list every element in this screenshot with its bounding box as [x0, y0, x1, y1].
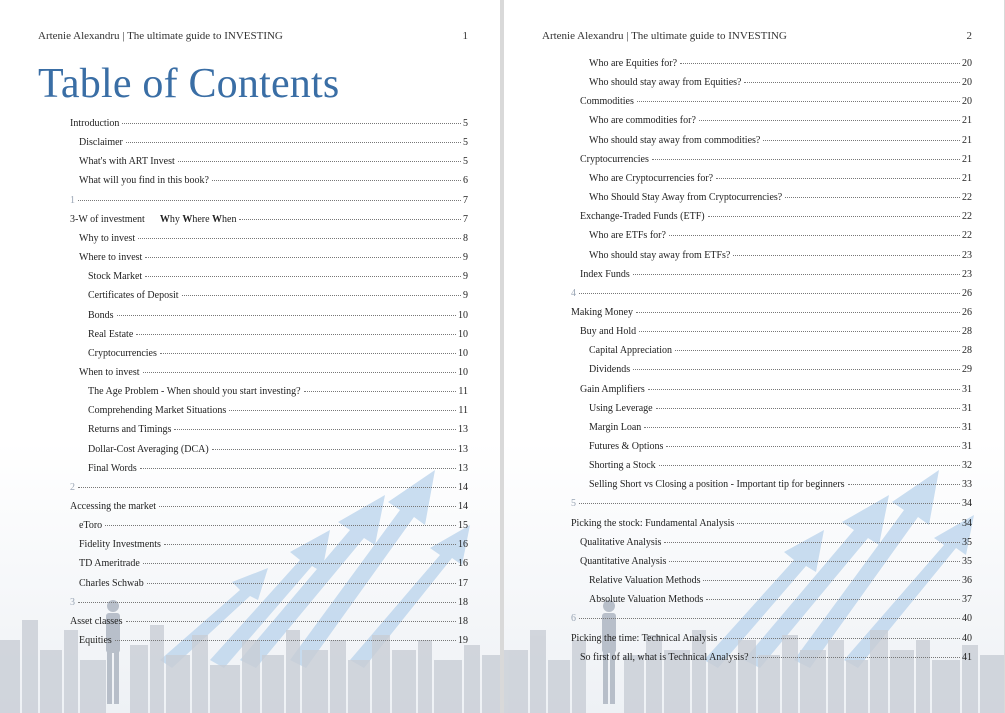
toc-entry-title: Charles Schwab — [79, 577, 144, 589]
toc-dot-leader — [706, 599, 960, 600]
toc-entry-page-number: 29 — [962, 364, 972, 376]
toc-entry-page-number: 23 — [962, 268, 972, 280]
header-page-number: 1 — [462, 30, 468, 42]
toc-entry[interactable] — [571, 613, 972, 625]
toc-entry[interactable] — [70, 195, 468, 207]
toc-entry[interactable] — [88, 444, 468, 456]
toc-entry-title: Disclaimer — [79, 137, 123, 149]
toc-dot-leader — [140, 468, 456, 469]
toc-entry-page-number: 22 — [962, 192, 972, 204]
header-page-number: 2 — [966, 30, 972, 42]
toc-entry-page-number: 6 — [463, 175, 468, 187]
toc-entry-page-number: 40 — [962, 613, 972, 625]
toc-dot-leader — [675, 350, 960, 351]
toc-entry[interactable] — [70, 616, 468, 628]
toc-entry[interactable] — [88, 463, 468, 475]
toc-entry-title: Comprehending Market Situations — [88, 405, 227, 417]
toc-entry[interactable] — [79, 252, 468, 264]
toc-dot-leader — [763, 140, 960, 141]
toc-entry-page-number: 15 — [458, 520, 468, 532]
toc-dot-leader — [212, 180, 461, 181]
toc-dot-leader — [669, 561, 960, 562]
toc-entry[interactable] — [589, 115, 972, 127]
toc-entry-page-number: 5 — [463, 118, 468, 129]
toc-entry-page-number: 26 — [962, 287, 972, 299]
toc-entry[interactable] — [88, 310, 468, 322]
toc-dot-leader — [633, 369, 960, 370]
toc-entry-page-number: 35 — [962, 555, 972, 567]
toc-entry[interactable] — [589, 364, 972, 376]
toc-entry-title: 3 — [70, 596, 75, 608]
toc-entry-title: Why to invest — [79, 232, 136, 244]
toc-dot-leader — [212, 449, 456, 450]
toc-entry-page-number: 33 — [962, 479, 972, 491]
toc-entry[interactable] — [79, 137, 468, 149]
toc-entry-title: Cryptocurrencies — [88, 347, 157, 359]
document-page-2 — [504, 0, 1004, 713]
toc-entry-title: TD Ameritrade — [79, 558, 140, 570]
toc-entry-title: Futures & Options — [589, 441, 664, 452]
toc-entry[interactable] — [79, 578, 468, 590]
toc-entry[interactable] — [79, 520, 468, 532]
toc-entry-title: Where to invest — [79, 252, 143, 264]
toc-entry-page-number: 31 — [962, 402, 972, 414]
toc-dot-leader — [78, 487, 456, 488]
toc-entry-page-number: 13 — [458, 443, 468, 455]
toc-entry-page-number: 37 — [962, 594, 972, 606]
toc-entry[interactable] — [589, 192, 972, 204]
toc-dot-leader — [147, 583, 456, 584]
toc-entry-page-number: 21 — [962, 115, 972, 127]
toc-entry-title: Who are commodities for? — [589, 115, 696, 127]
toc-dot-leader — [708, 216, 960, 217]
toc-dot-leader — [737, 523, 960, 524]
toc-entry-page-number: 5 — [463, 137, 468, 149]
toc-entry-page-number: 26 — [962, 306, 972, 318]
toc-dot-leader — [126, 142, 461, 143]
toc-dot-leader — [703, 580, 960, 581]
toc-entry-title: 1 — [70, 194, 75, 206]
toc-entry[interactable] — [580, 211, 972, 223]
toc-dot-leader — [733, 255, 960, 256]
toc-entry-page-number: 10 — [458, 328, 468, 340]
toc-entry[interactable] — [580, 96, 972, 108]
toc-dot-leader — [160, 353, 456, 354]
toc-entry-title: Stock Market — [88, 271, 143, 283]
toc-entry-title: Who are ETFs for? — [589, 230, 666, 242]
toc-dot-leader — [744, 82, 960, 83]
toc-entry-page-number: 10 — [458, 347, 468, 359]
toc-entry[interactable] — [88, 329, 468, 341]
toc-entry[interactable] — [589, 250, 972, 262]
toc-entry[interactable] — [79, 367, 468, 379]
header-author: Artenie Alexandru — [38, 30, 120, 42]
toc-entry-title: Fidelity Investments — [79, 539, 161, 551]
toc-entry[interactable] — [79, 156, 468, 168]
toc-entry-title: Capital Appreciation — [589, 345, 673, 357]
toc-dot-leader — [644, 427, 960, 428]
toc-entry-title: Who Should Stay Away from Cryptocurrencies? — [589, 192, 783, 204]
toc-entry-title: 2 — [70, 481, 75, 493]
toc-entry-page-number: 9 — [463, 271, 468, 283]
toc-entry[interactable] — [589, 422, 972, 434]
toc-dot-leader — [304, 391, 457, 392]
toc-entry[interactable] — [70, 118, 468, 130]
toc-dot-leader — [652, 159, 960, 160]
toc-entry[interactable] — [571, 498, 972, 510]
toc-entry-title: Cryptocurrencies — [580, 153, 649, 165]
toc-dot-leader — [669, 235, 960, 236]
toc-dot-leader — [639, 331, 960, 332]
toc-entry[interactable] — [79, 539, 468, 551]
toc-dot-leader — [182, 295, 461, 296]
toc-entry-page-number: 34 — [962, 517, 972, 529]
toc-entry-title: Equities — [79, 635, 112, 647]
toc-entry[interactable] — [88, 405, 468, 417]
toc-entry-title: Buy and Hold — [580, 326, 637, 338]
toc-entry-title: Who are Equities for? — [589, 58, 678, 69]
toc-entry-page-number: 13 — [458, 462, 468, 474]
toc-dot-leader — [636, 312, 960, 313]
document-page-1 — [0, 0, 500, 713]
toc-dot-leader — [145, 257, 461, 258]
toc-entry[interactable] — [88, 386, 468, 398]
toc-dot-leader — [138, 238, 461, 239]
page-header — [542, 30, 972, 42]
toc-entry-page-number: 18 — [458, 596, 468, 608]
toc-entry-title: Introduction — [70, 118, 120, 129]
toc-dot-leader — [164, 544, 456, 545]
toc-entry-title: Shorting a Stock — [589, 460, 656, 472]
toc-entry-page-number: 31 — [962, 421, 972, 433]
toc-entry-title: When to invest — [79, 366, 140, 378]
toc-entry-page-number: 17 — [458, 577, 468, 589]
toc-dot-leader — [659, 465, 960, 466]
toc-entry-title: 3-W of investment — [70, 213, 145, 225]
toc-entry-page-number: 8 — [463, 232, 468, 244]
toc-entry-title: Asset classes — [70, 615, 123, 627]
toc-entry[interactable] — [88, 290, 468, 302]
page-header — [38, 30, 468, 42]
header-separator: | — [626, 30, 629, 42]
header-author: Artenie Alexandru — [542, 30, 624, 42]
toc-dot-leader — [178, 161, 461, 162]
toc-entry-title: Selling Short vs Closing a position - Important tip for beginners — [589, 479, 845, 491]
toc-dot-leader — [699, 120, 960, 121]
toc-entry-title: Quantitative Analysis — [580, 555, 667, 567]
toc-entry-title: Exchange-Traded Funds (ETF) — [580, 211, 705, 223]
toc-entry-title: Returns and Timings — [88, 424, 172, 436]
toc-entry-title: Real Estate — [88, 328, 134, 340]
toc-entry-page-number: 5 — [463, 156, 468, 168]
toc-entry-page-number: 11 — [458, 405, 468, 417]
toc-entry-page-number: 21 — [962, 134, 972, 146]
toc-entry-page-number: 7 — [463, 194, 468, 206]
toc-entry[interactable] — [571, 518, 972, 530]
toc-entry-page-number: 16 — [458, 558, 468, 570]
toc-entry-title: 6 — [571, 613, 576, 625]
toc-dot-leader — [656, 408, 960, 409]
toc-entry-page-number: 21 — [962, 172, 972, 184]
toc-dot-leader — [229, 410, 456, 411]
toc-entry-title: Certificates of Deposit — [88, 290, 179, 302]
toc-dot-leader — [637, 101, 960, 102]
toc-entry[interactable] — [589, 345, 972, 357]
toc-dot-leader — [579, 618, 960, 619]
toc-entry-page-number: 31 — [962, 383, 972, 395]
toc-dot-leader — [78, 200, 461, 201]
toc-entry[interactable] — [70, 597, 468, 609]
toc-dot-leader — [136, 334, 456, 335]
toc-entry-title: Commodities — [580, 96, 634, 108]
toc-entry-page-number: 14 — [458, 501, 468, 512]
toc-entry[interactable] — [571, 307, 972, 319]
toc-entry-title: Final Words — [88, 462, 137, 474]
toc-entry[interactable] — [589, 594, 972, 606]
toc-entry[interactable] — [580, 556, 972, 568]
page-title: Table of Contents — [38, 61, 340, 107]
toc-entry-page-number: 11 — [458, 386, 468, 398]
toc-entry-title: Index Funds — [580, 268, 630, 280]
toc-dot-leader — [633, 274, 960, 275]
toc-entry[interactable] — [580, 326, 972, 338]
toc-entry-page-number: 7 — [463, 213, 468, 225]
toc-dot-leader — [666, 446, 960, 447]
toc-dot-leader — [145, 276, 461, 277]
toc-entry-title: Absolute Valuation Methods — [589, 594, 704, 606]
toc-entry-page-number: 18 — [458, 615, 468, 627]
toc-entry-title: Relative Valuation Methods — [589, 575, 701, 587]
toc-entry-page-number: 10 — [458, 366, 468, 378]
toc-entry-title: Picking the time: Technical Analysis — [571, 632, 718, 644]
toc-dot-leader — [579, 293, 960, 294]
toc-entry-page-number: 9 — [463, 290, 468, 302]
toc-entry-title: Who are Cryptocurrencies for? — [589, 172, 714, 184]
toc-entry-title: 5 — [571, 498, 576, 510]
toc-dot-leader — [720, 638, 960, 639]
toc-dot-leader — [159, 506, 456, 507]
toc-entry[interactable] — [580, 537, 972, 549]
toc-entry-title: Bonds — [88, 309, 114, 321]
toc-entry[interactable] — [70, 214, 468, 226]
toc-dot-leader — [648, 389, 960, 390]
toc-entry-page-number: 14 — [458, 481, 468, 493]
toc-entry[interactable] — [589, 403, 972, 415]
toc-entry-page-number: 20 — [962, 77, 972, 89]
toc-dot-leader — [752, 657, 960, 658]
toc-entry-page-number: 28 — [962, 345, 972, 357]
toc-entry-title: Picking the stock: Fundamental Analysis — [571, 517, 735, 529]
toc-entry[interactable] — [88, 424, 468, 436]
toc-entry-page-number: 20 — [962, 96, 972, 108]
toc-entry[interactable] — [88, 348, 468, 360]
toc-entry-title: eToro — [79, 520, 103, 532]
toc-entry-page-number: 20 — [962, 58, 972, 69]
toc-entry-title: Who should stay away from commodities? — [589, 134, 761, 146]
header-book-title: The ultimate guide to INVESTING — [631, 30, 787, 42]
toc-entry[interactable] — [79, 558, 468, 570]
toc-entry-title: Making Money — [571, 306, 633, 318]
toc-entry[interactable] — [580, 384, 972, 396]
toc-entry[interactable] — [580, 652, 972, 664]
toc-entry[interactable] — [571, 288, 972, 300]
toc-entry[interactable] — [79, 635, 468, 647]
toc-entry[interactable] — [70, 482, 468, 494]
toc-entry[interactable] — [589, 479, 972, 491]
toc-entry-page-number: 40 — [962, 632, 972, 644]
toc-entry[interactable] — [589, 230, 972, 242]
toc-entry-title: Gain Amplifiers — [580, 383, 645, 395]
toc-entry-page-number: 36 — [962, 575, 972, 587]
toc-dot-leader — [105, 525, 456, 526]
toc-entry-page-number: 31 — [962, 441, 972, 452]
toc-dot-leader — [78, 602, 456, 603]
toc-entry[interactable] — [571, 633, 972, 645]
header-book-title: The ultimate guide to INVESTING — [127, 30, 283, 42]
toc-entry-subtitle: Why Where When — [159, 213, 237, 225]
toc-entry-title: Qualitative Analysis — [580, 536, 662, 548]
toc-entry-title: The Age Problem - When should you start investing? — [88, 386, 301, 398]
toc-entry-title: What will you find in this book? — [79, 175, 209, 187]
toc-entry[interactable] — [580, 269, 972, 281]
toc-entry[interactable] — [589, 58, 972, 70]
toc-entry-page-number: 23 — [962, 249, 972, 261]
toc-entry-title: Accessing the market — [70, 501, 157, 512]
toc-dot-leader — [239, 219, 461, 220]
toc-entry[interactable] — [589, 575, 972, 587]
toc-entry[interactable] — [589, 135, 972, 147]
toc-entry[interactable] — [589, 460, 972, 472]
header-separator: | — [122, 30, 125, 42]
toc-entry-title: 4 — [571, 287, 576, 299]
toc-dot-leader — [143, 372, 456, 373]
toc-dot-leader — [174, 429, 456, 430]
toc-entry-page-number: 21 — [962, 153, 972, 165]
toc-entry[interactable] — [589, 77, 972, 89]
toc-entry[interactable] — [70, 501, 468, 513]
toc-entry[interactable] — [580, 154, 972, 166]
toc-dot-leader — [126, 621, 457, 622]
toc-entry-title: What's with ART Invest — [79, 156, 175, 168]
toc-dot-leader — [122, 123, 461, 124]
toc-dot-leader — [117, 315, 456, 316]
toc-dot-leader — [785, 197, 960, 198]
toc-entry-page-number: 32 — [962, 460, 972, 472]
toc-dot-leader — [716, 178, 960, 179]
toc-entry-title: Dollar-Cost Averaging (DCA) — [88, 443, 209, 455]
toc-entry[interactable] — [589, 441, 972, 453]
toc-entry-page-number: 41 — [962, 651, 972, 663]
toc-entry[interactable] — [589, 173, 972, 185]
toc-entry-title: Who should stay away from Equities? — [589, 77, 742, 89]
toc-dot-leader — [664, 542, 960, 543]
toc-entry-page-number: 10 — [458, 309, 468, 321]
toc-dot-leader — [579, 503, 960, 504]
toc-entry[interactable] — [79, 175, 468, 187]
toc-entry-page-number: 19 — [458, 635, 468, 647]
toc-entry[interactable] — [79, 233, 468, 245]
toc-entry-page-number: 34 — [962, 498, 972, 510]
toc-dot-leader — [115, 640, 456, 641]
toc-entry-page-number: 16 — [458, 539, 468, 551]
toc-entry-title: Margin Loan — [589, 421, 642, 433]
toc-dot-leader — [848, 484, 960, 485]
toc-entry-page-number: 9 — [463, 252, 468, 264]
toc-entry-title: Who should stay away from ETFs? — [589, 249, 731, 261]
toc-entry-title: Dividends — [589, 364, 631, 376]
toc-entry-page-number: 13 — [458, 424, 468, 436]
toc-entry-page-number: 28 — [962, 326, 972, 338]
toc-entry-page-number: 22 — [962, 230, 972, 242]
toc-entry-title: So first of all, what is Technical Analysis? — [580, 651, 749, 663]
toc-dot-leader — [143, 563, 456, 564]
toc-entry-title: Using Leverage — [589, 402, 653, 414]
toc-dot-leader — [680, 63, 960, 64]
toc-entry-page-number: 22 — [962, 211, 972, 223]
toc-entry[interactable] — [88, 271, 468, 283]
toc-entry-page-number: 35 — [962, 536, 972, 548]
